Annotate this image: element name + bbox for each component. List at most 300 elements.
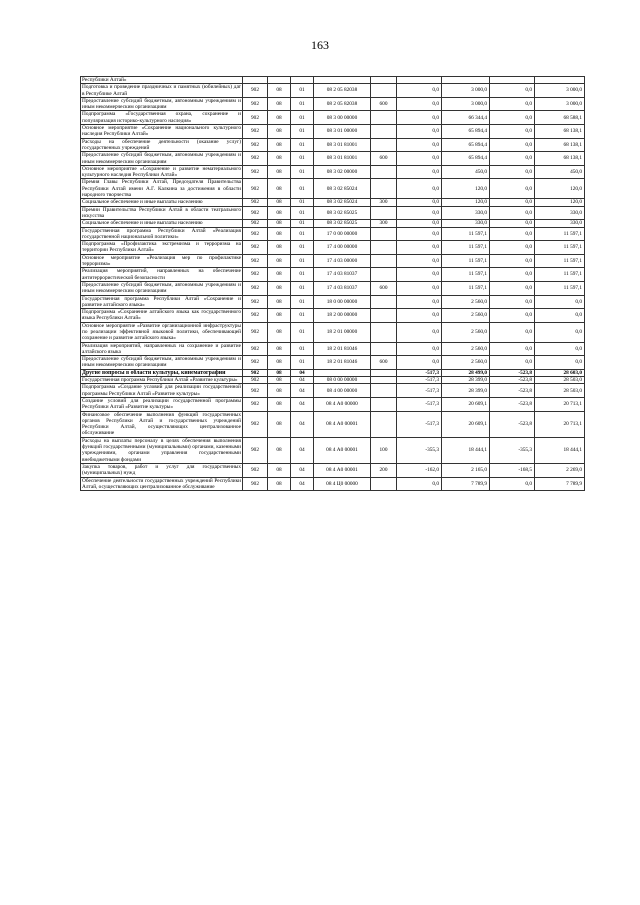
cell-subsection: 04 — [291, 463, 314, 477]
cell-change-year-1: 0,0 — [397, 309, 442, 323]
cell-amount-year-1: 450,0 — [442, 165, 490, 179]
cell-name: Реализация мероприятий, направленных на сохранение и развитие алтайского языка — [82, 342, 241, 355]
cell-ministry-code: 902 — [243, 199, 268, 206]
cell-target-item: 08 4 А0 00001 — [314, 463, 371, 477]
cell-amount-year-2: 11 597,1 — [535, 241, 585, 255]
cell-amount-year-1: 20 609,1 — [442, 397, 490, 411]
cell-section: 08 — [268, 111, 291, 125]
cell-amount-year-2: 20 713,1 — [535, 397, 585, 411]
cell-name: Расходы на выплаты персоналу в целях обеспечения выполнения функций государственными (муниципальными) органами, казенными учреждениями, органами управления государственными внебюджетными фондами — [82, 437, 241, 463]
cell-expense-type: 600 — [371, 356, 397, 370]
cell-ministry-code — [243, 77, 268, 84]
cell-section: 08 — [268, 241, 291, 255]
cell-ministry-code: 902 — [243, 369, 268, 376]
table-row — [81, 97, 585, 111]
cell-change-year-2: 0,0 — [490, 179, 535, 199]
cell-subsection: 01 — [291, 268, 314, 282]
cell-change-year-2: 0,0 — [490, 152, 535, 166]
cell-ministry-code: 902 — [243, 206, 268, 220]
cell-target-item: 08 4 Ц0 00000 — [314, 477, 371, 491]
cell-name: Создание условий для реализации государственной программы Республики Алтай «Развитие культуры» — [82, 397, 241, 411]
cell-target-item: 08 3 01 81001 — [314, 152, 371, 166]
cell-change-year-1: -355,3 — [397, 437, 442, 463]
cell-target-item: 17 4 03 81037 — [314, 268, 371, 282]
cell-amount-year-2: 3 000,0 — [535, 84, 585, 98]
table-row — [81, 206, 585, 220]
cell-change-year-1: 0,0 — [397, 254, 442, 268]
cell-change-year-2: -523,8 — [490, 377, 535, 384]
cell-change-year-2: 0,0 — [490, 227, 535, 241]
cell-amount-year-2: 330,0 — [535, 206, 585, 220]
cell-expense-type: 100 — [371, 437, 397, 463]
table-row — [81, 477, 585, 491]
cell-subsection: 01 — [291, 206, 314, 220]
cell-amount-year-2: 0,0 — [535, 322, 585, 342]
table-row — [81, 281, 585, 295]
cell-ministry-code: 902 — [243, 111, 268, 125]
table-row — [81, 138, 585, 152]
cell-target-item: 08 3 02 85024 — [314, 199, 371, 206]
cell-change-year-1: 0,0 — [397, 97, 442, 111]
cell-expense-type — [371, 111, 397, 125]
cell-amount-year-2: 11 597,1 — [535, 254, 585, 268]
cell-amount-year-2: 2 269,0 — [535, 463, 585, 477]
cell-target-item — [314, 369, 371, 376]
cell-ministry-code: 902 — [243, 165, 268, 179]
cell-target-item: 18 0 00 00000 — [314, 295, 371, 309]
cell-target-item: 18 2 01 81046 — [314, 356, 371, 370]
cell-name: Подпрограмма «Сохранение алтайского языка как государственного языка Республики Алтай» — [82, 309, 241, 322]
cell-change-year-1: -517,3 — [397, 411, 442, 437]
cell-change-year-1: 0,0 — [397, 138, 442, 152]
cell-expense-type: 300 — [371, 220, 397, 227]
cell-section: 08 — [268, 138, 291, 152]
cell-expense-type — [371, 77, 397, 84]
cell-subsection: 01 — [291, 97, 314, 111]
cell-change-year-2: 0,0 — [490, 342, 535, 356]
cell-name: Премия Главы Республики Алтай, Председателя Правительства Республики Алтай имени А.Г. Калкина за достижения в области народного творчества — [82, 179, 241, 199]
cell-amount-year-1: 65 894,4 — [442, 152, 490, 166]
cell-amount-year-1: 11 597,1 — [442, 268, 490, 282]
cell-name: Другие вопросы в области культуры, кинематографии — [81, 369, 243, 376]
cell-expense-type — [371, 411, 397, 437]
cell-name: Предоставление субсидий бюджетным, автономным учреждениям и иным некоммерческим организациям — [82, 356, 241, 369]
table-row — [81, 397, 585, 411]
cell-subsection: 04 — [291, 369, 314, 376]
cell-ministry-code: 902 — [243, 411, 268, 437]
cell-expense-type: 600 — [371, 97, 397, 111]
cell-subsection: 01 — [291, 309, 314, 323]
table-row — [81, 227, 585, 241]
cell-expense-type — [371, 138, 397, 152]
page-number: 163 — [311, 38, 329, 52]
cell-section: 08 — [268, 97, 291, 111]
cell-subsection: 01 — [291, 125, 314, 139]
cell-amount-year-1: 2 560,0 — [442, 342, 490, 356]
cell-ministry-code: 902 — [243, 227, 268, 241]
cell-name: Реализация мероприятий, направленных на обеспечение антитеррористической безопасности — [82, 268, 241, 281]
cell-name: Финансовое обеспечение выполнения функций государственных органов Республики Алтай и государственных учреждений Республики Алтай, осуществляющих централизованное обслуживание — [82, 411, 241, 437]
cell-amount-year-2: 120,0 — [535, 179, 585, 199]
budget-table — [80, 76, 585, 491]
cell-subsection: 01 — [291, 295, 314, 309]
cell-section: 08 — [268, 411, 291, 437]
cell-target-item: 08 4 А0 00001 — [314, 437, 371, 463]
cell-section: 08 — [268, 220, 291, 227]
table-row — [81, 437, 585, 463]
cell-change-year-2: 0,0 — [490, 138, 535, 152]
cell-expense-type — [371, 377, 397, 384]
cell-ministry-code: 902 — [243, 84, 268, 98]
cell-name: Предоставление субсидий бюджетным, автономным учреждениям и иным некоммерческим организациям — [82, 97, 241, 111]
cell-amount-year-1: 2 560,0 — [442, 322, 490, 342]
cell-change-year-2: 0,0 — [490, 125, 535, 139]
cell-expense-type: 300 — [371, 199, 397, 206]
cell-change-year-2: -523,8 — [490, 369, 535, 376]
cell-amount-year-2: 20 713,1 — [535, 411, 585, 437]
cell-subsection: 01 — [291, 199, 314, 206]
cell-expense-type — [371, 322, 397, 342]
cell-target-item: 08 0 00 00000 — [314, 377, 371, 384]
cell-name: Премии Правительства Республики Алтай в области театрального искусства — [82, 206, 241, 219]
table-row — [81, 199, 585, 206]
cell-amount-year-2: 68 138,1 — [535, 125, 585, 139]
cell-section: 08 — [268, 199, 291, 206]
cell-amount-year-1: 120,0 — [442, 199, 490, 206]
table-row — [81, 241, 585, 255]
cell-subsection: 01 — [291, 254, 314, 268]
cell-change-year-1: -517,3 — [397, 377, 442, 384]
cell-subsection: 01 — [291, 227, 314, 241]
cell-section: 08 — [268, 165, 291, 179]
cell-subsection: 01 — [291, 342, 314, 356]
cell-subsection: 01 — [291, 220, 314, 227]
cell-section: 08 — [268, 227, 291, 241]
cell-change-year-1: -517,3 — [397, 397, 442, 411]
cell-amount-year-2: 330,0 — [535, 220, 585, 227]
cell-amount-year-1: 120,0 — [442, 179, 490, 199]
cell-change-year-2: 0,0 — [490, 477, 535, 491]
cell-change-year-2: 0,0 — [490, 111, 535, 125]
cell-subsection: 04 — [291, 411, 314, 437]
cell-section: 08 — [268, 295, 291, 309]
cell-target-item: 08 3 01 00000 — [314, 125, 371, 139]
cell-target-item: 08 2 05 82038 — [314, 84, 371, 98]
cell-expense-type: 200 — [371, 463, 397, 477]
cell-amount-year-2: 68 138,1 — [535, 138, 585, 152]
cell-amount-year-1: 28 499,0 — [442, 369, 490, 376]
cell-change-year-2: -523,8 — [490, 411, 535, 437]
cell-section: 08 — [268, 384, 291, 398]
cell-amount-year-1: 65 894,4 — [442, 138, 490, 152]
cell-ministry-code: 902 — [243, 356, 268, 370]
cell-target-item: 08 3 02 85024 — [314, 179, 371, 199]
cell-expense-type — [371, 397, 397, 411]
cell-name: Обеспечение деятельности государственных учреждений Республики Алтай, осуществляющих централизованное обслуживание — [82, 477, 241, 490]
cell-amount-year-2: 7 789,9 — [535, 477, 585, 491]
cell-expense-type — [371, 165, 397, 179]
cell-subsection — [291, 77, 314, 84]
cell-change-year-1: 0,0 — [397, 477, 442, 491]
cell-ministry-code: 902 — [243, 322, 268, 342]
cell-section: 08 — [268, 84, 291, 98]
cell-amount-year-2: 11 597,1 — [535, 227, 585, 241]
cell-change-year-1: 0,0 — [397, 84, 442, 98]
cell-ministry-code: 902 — [243, 384, 268, 398]
cell-name: Предоставление субсидий бюджетным, автономным учреждениям и иным некоммерческим организациям — [82, 152, 241, 165]
cell-ministry-code: 902 — [243, 220, 268, 227]
cell-change-year-2: 0,0 — [490, 254, 535, 268]
cell-subsection: 04 — [291, 477, 314, 491]
cell-ministry-code: 902 — [243, 377, 268, 384]
cell-change-year-2: 0,0 — [490, 199, 535, 206]
cell-section: 08 — [268, 342, 291, 356]
cell-target-item: 08 3 00 00000 — [314, 111, 371, 125]
cell-ministry-code: 902 — [243, 254, 268, 268]
cell-name: Социальное обеспечение и иные выплаты населению — [81, 199, 243, 206]
cell-section: 08 — [268, 463, 291, 477]
cell-section: 08 — [268, 397, 291, 411]
cell-change-year-2: -168,5 — [490, 463, 535, 477]
cell-expense-type — [371, 125, 397, 139]
table-row — [81, 165, 585, 179]
cell-amount-year-1: 11 597,1 — [442, 241, 490, 255]
cell-section: 08 — [268, 152, 291, 166]
cell-target-item: 17 4 00 00000 — [314, 241, 371, 255]
cell-change-year-1: 0,0 — [397, 322, 442, 342]
cell-amount-year-2: 18 444,1 — [535, 437, 585, 463]
cell-change-year-1: 0,0 — [397, 268, 442, 282]
cell-expense-type — [371, 384, 397, 398]
table-row — [81, 377, 585, 384]
cell-change-year-2: 0,0 — [490, 241, 535, 255]
cell-section: 08 — [268, 356, 291, 370]
table-row — [81, 220, 585, 227]
cell-change-year-2: 0,0 — [490, 356, 535, 370]
table-body — [81, 77, 585, 491]
cell-expense-type: 600 — [371, 281, 397, 295]
cell-change-year-2: 0,0 — [490, 97, 535, 111]
cell-target-item: 08 3 02 85025 — [314, 220, 371, 227]
cell-expense-type — [371, 254, 397, 268]
cell-change-year-1: 0,0 — [397, 165, 442, 179]
cell-subsection: 04 — [291, 377, 314, 384]
cell-amount-year-2: 68 138,1 — [535, 152, 585, 166]
cell-subsection: 01 — [291, 241, 314, 255]
cell-change-year-1: 0,0 — [397, 111, 442, 125]
cell-change-year-1: 0,0 — [397, 125, 442, 139]
table-row — [81, 84, 585, 98]
cell-target-item — [314, 77, 371, 84]
cell-amount-year-1: 330,0 — [442, 206, 490, 220]
cell-ministry-code: 902 — [243, 281, 268, 295]
cell-target-item: 08 4 А0 00001 — [314, 411, 371, 437]
cell-expense-type — [371, 477, 397, 491]
cell-expense-type: 600 — [371, 152, 397, 166]
cell-change-year-2: -355,3 — [490, 437, 535, 463]
cell-target-item: 08 4 А0 00000 — [314, 397, 371, 411]
cell-ministry-code: 902 — [243, 463, 268, 477]
cell-amount-year-1: 2 560,0 — [442, 295, 490, 309]
cell-section: 08 — [268, 206, 291, 220]
cell-amount-year-2: 0,0 — [535, 356, 585, 370]
cell-section: 08 — [268, 125, 291, 139]
cell-target-item: 18 2 01 00000 — [314, 322, 371, 342]
cell-ministry-code: 902 — [243, 342, 268, 356]
table-row — [81, 254, 585, 268]
cell-name: Закупка товаров, работ и услуг для государственных (муниципальных) нужд — [82, 463, 241, 477]
cell-expense-type — [371, 268, 397, 282]
cell-expense-type — [371, 84, 397, 98]
cell-change-year-2: 0,0 — [490, 281, 535, 295]
cell-change-year-1: 0,0 — [397, 281, 442, 295]
cell-change-year-2: 0,0 — [490, 84, 535, 98]
cell-amount-year-1: 7 789,9 — [442, 477, 490, 491]
cell-section: 08 — [268, 437, 291, 463]
table-row — [81, 384, 585, 398]
cell-amount-year-2: 0,0 — [535, 295, 585, 309]
cell-change-year-2: 0,0 — [490, 295, 535, 309]
cell-amount-year-2: 28 603,0 — [535, 369, 585, 376]
cell-change-year-1: 0,0 — [397, 199, 442, 206]
cell-subsection: 01 — [291, 322, 314, 342]
cell-change-year-2 — [490, 77, 535, 84]
table-row — [81, 152, 585, 166]
cell-amount-year-1: 18 444,1 — [442, 437, 490, 463]
cell-ministry-code: 902 — [243, 125, 268, 139]
cell-change-year-1: 0,0 — [397, 295, 442, 309]
cell-change-year-2: 0,0 — [490, 206, 535, 220]
cell-expense-type — [371, 227, 397, 241]
cell-ministry-code: 902 — [243, 241, 268, 255]
table-row — [81, 268, 585, 282]
cell-change-year-1: -517,3 — [397, 369, 442, 376]
cell-expense-type — [371, 342, 397, 356]
cell-change-year-2: 0,0 — [490, 165, 535, 179]
cell-amount-year-2 — [535, 77, 585, 84]
cell-amount-year-1: 65 894,4 — [442, 125, 490, 139]
cell-name: Основное мероприятие «Сохранение национального культурного наследия Республики Алтай» — [82, 125, 241, 138]
cell-expense-type — [371, 179, 397, 199]
cell-subsection: 04 — [291, 384, 314, 398]
cell-amount-year-2: 28 503,0 — [535, 377, 585, 384]
table-row — [81, 77, 585, 84]
cell-target-item: 08 3 01 81001 — [314, 138, 371, 152]
cell-ministry-code: 902 — [243, 295, 268, 309]
cell-section: 08 — [268, 377, 291, 384]
cell-amount-year-2: 28 503,0 — [535, 384, 585, 398]
cell-ministry-code: 902 — [243, 179, 268, 199]
cell-subsection: 01 — [291, 281, 314, 295]
cell-amount-year-2: 11 597,1 — [535, 268, 585, 282]
cell-ministry-code: 902 — [243, 97, 268, 111]
cell-target-item: 08 3 02 00000 — [314, 165, 371, 179]
cell-subsection: 01 — [291, 165, 314, 179]
cell-amount-year-1: 330,0 — [442, 220, 490, 227]
cell-amount-year-1 — [442, 77, 490, 84]
cell-section: 08 — [268, 322, 291, 342]
cell-ministry-code: 902 — [243, 309, 268, 323]
cell-section: 08 — [268, 254, 291, 268]
cell-change-year-2: -523,8 — [490, 397, 535, 411]
cell-change-year-2: 0,0 — [490, 322, 535, 342]
cell-subsection: 01 — [291, 179, 314, 199]
cell-expense-type — [371, 241, 397, 255]
cell-target-item: 17 4 03 00000 — [314, 254, 371, 268]
cell-name: Основное мероприятие «Сохранение и развитие нематериального культурного наследия Республики Алтай» — [82, 165, 241, 179]
cell-amount-year-2: 3 000,0 — [535, 97, 585, 111]
table-row — [81, 179, 585, 199]
cell-subsection: 01 — [291, 356, 314, 370]
cell-section: 08 — [268, 268, 291, 282]
cell-change-year-1 — [397, 77, 442, 84]
cell-name: Подготовка и проведение праздничных и памятных (юбилейных) дат в Республике Алтай — [82, 84, 241, 97]
cell-section: 08 — [268, 179, 291, 199]
cell-expense-type — [371, 295, 397, 309]
table-row — [81, 125, 585, 139]
cell-amount-year-2: 450,0 — [535, 165, 585, 179]
cell-ministry-code: 902 — [243, 477, 268, 491]
cell-amount-year-1: 28 399,0 — [442, 377, 490, 384]
table-row — [81, 295, 585, 309]
cell-amount-year-1: 11 597,1 — [442, 227, 490, 241]
cell-name: Государственная программа Республики Алтай «Сохранение и развитие алтайского языка» — [82, 295, 241, 308]
table-row — [81, 322, 585, 342]
cell-ministry-code: 902 — [243, 268, 268, 282]
cell-section: 08 — [268, 477, 291, 491]
cell-amount-year-1: 2 165,0 — [442, 463, 490, 477]
cell-target-item: 18 2 01 81046 — [314, 342, 371, 356]
cell-change-year-1: 0,0 — [397, 241, 442, 255]
cell-target-item: 17 0 00 00000 — [314, 227, 371, 241]
cell-ministry-code: 902 — [243, 437, 268, 463]
cell-change-year-1: 0,0 — [397, 227, 442, 241]
cell-amount-year-2: 11 597,1 — [535, 281, 585, 295]
cell-name: Государственная программа Республики Алтай «Реализация государственной национальной политики» — [82, 227, 241, 240]
cell-name: Республики Алтай» — [81, 77, 243, 84]
cell-subsection: 04 — [291, 397, 314, 411]
table-row — [81, 369, 585, 376]
cell-name: Расходы на обеспечение деятельности (оказание услуг) государственных учреждений — [82, 138, 241, 151]
cell-ministry-code: 902 — [243, 138, 268, 152]
cell-section: 08 — [268, 309, 291, 323]
cell-amount-year-2: 0,0 — [535, 342, 585, 356]
table-row — [81, 463, 585, 477]
cell-name: Основное мероприятие «Развитие организационной инфраструктуры по реализации эффективной языковой политики, обеспечивающей сохранение и развитие алтайского языка» — [82, 322, 241, 342]
cell-target-item: 08 4 00 00000 — [314, 384, 371, 398]
cell-target-item: 08 2 05 82038 — [314, 97, 371, 111]
cell-expense-type — [371, 206, 397, 220]
cell-name: Основное мероприятие «Реализация мер по профилактике терроризма» — [82, 254, 241, 268]
cell-change-year-2: 0,0 — [490, 268, 535, 282]
cell-subsection: 01 — [291, 111, 314, 125]
table-row — [81, 356, 585, 370]
cell-subsection: 01 — [291, 152, 314, 166]
cell-ministry-code: 902 — [243, 152, 268, 166]
cell-section: 08 — [268, 281, 291, 295]
cell-expense-type — [371, 309, 397, 323]
cell-target-item: 08 3 02 85025 — [314, 206, 371, 220]
cell-change-year-1: 0,0 — [397, 220, 442, 227]
cell-amount-year-2: 0,0 — [535, 309, 585, 323]
cell-section — [268, 77, 291, 84]
table-row — [81, 309, 585, 323]
cell-ministry-code: 902 — [243, 397, 268, 411]
cell-change-year-1: 0,0 — [397, 206, 442, 220]
cell-target-item: 18 2 00 00000 — [314, 309, 371, 323]
cell-amount-year-1: 3 000,0 — [442, 84, 490, 98]
cell-name: Социальное обеспечение и иные выплаты населению — [81, 220, 243, 227]
